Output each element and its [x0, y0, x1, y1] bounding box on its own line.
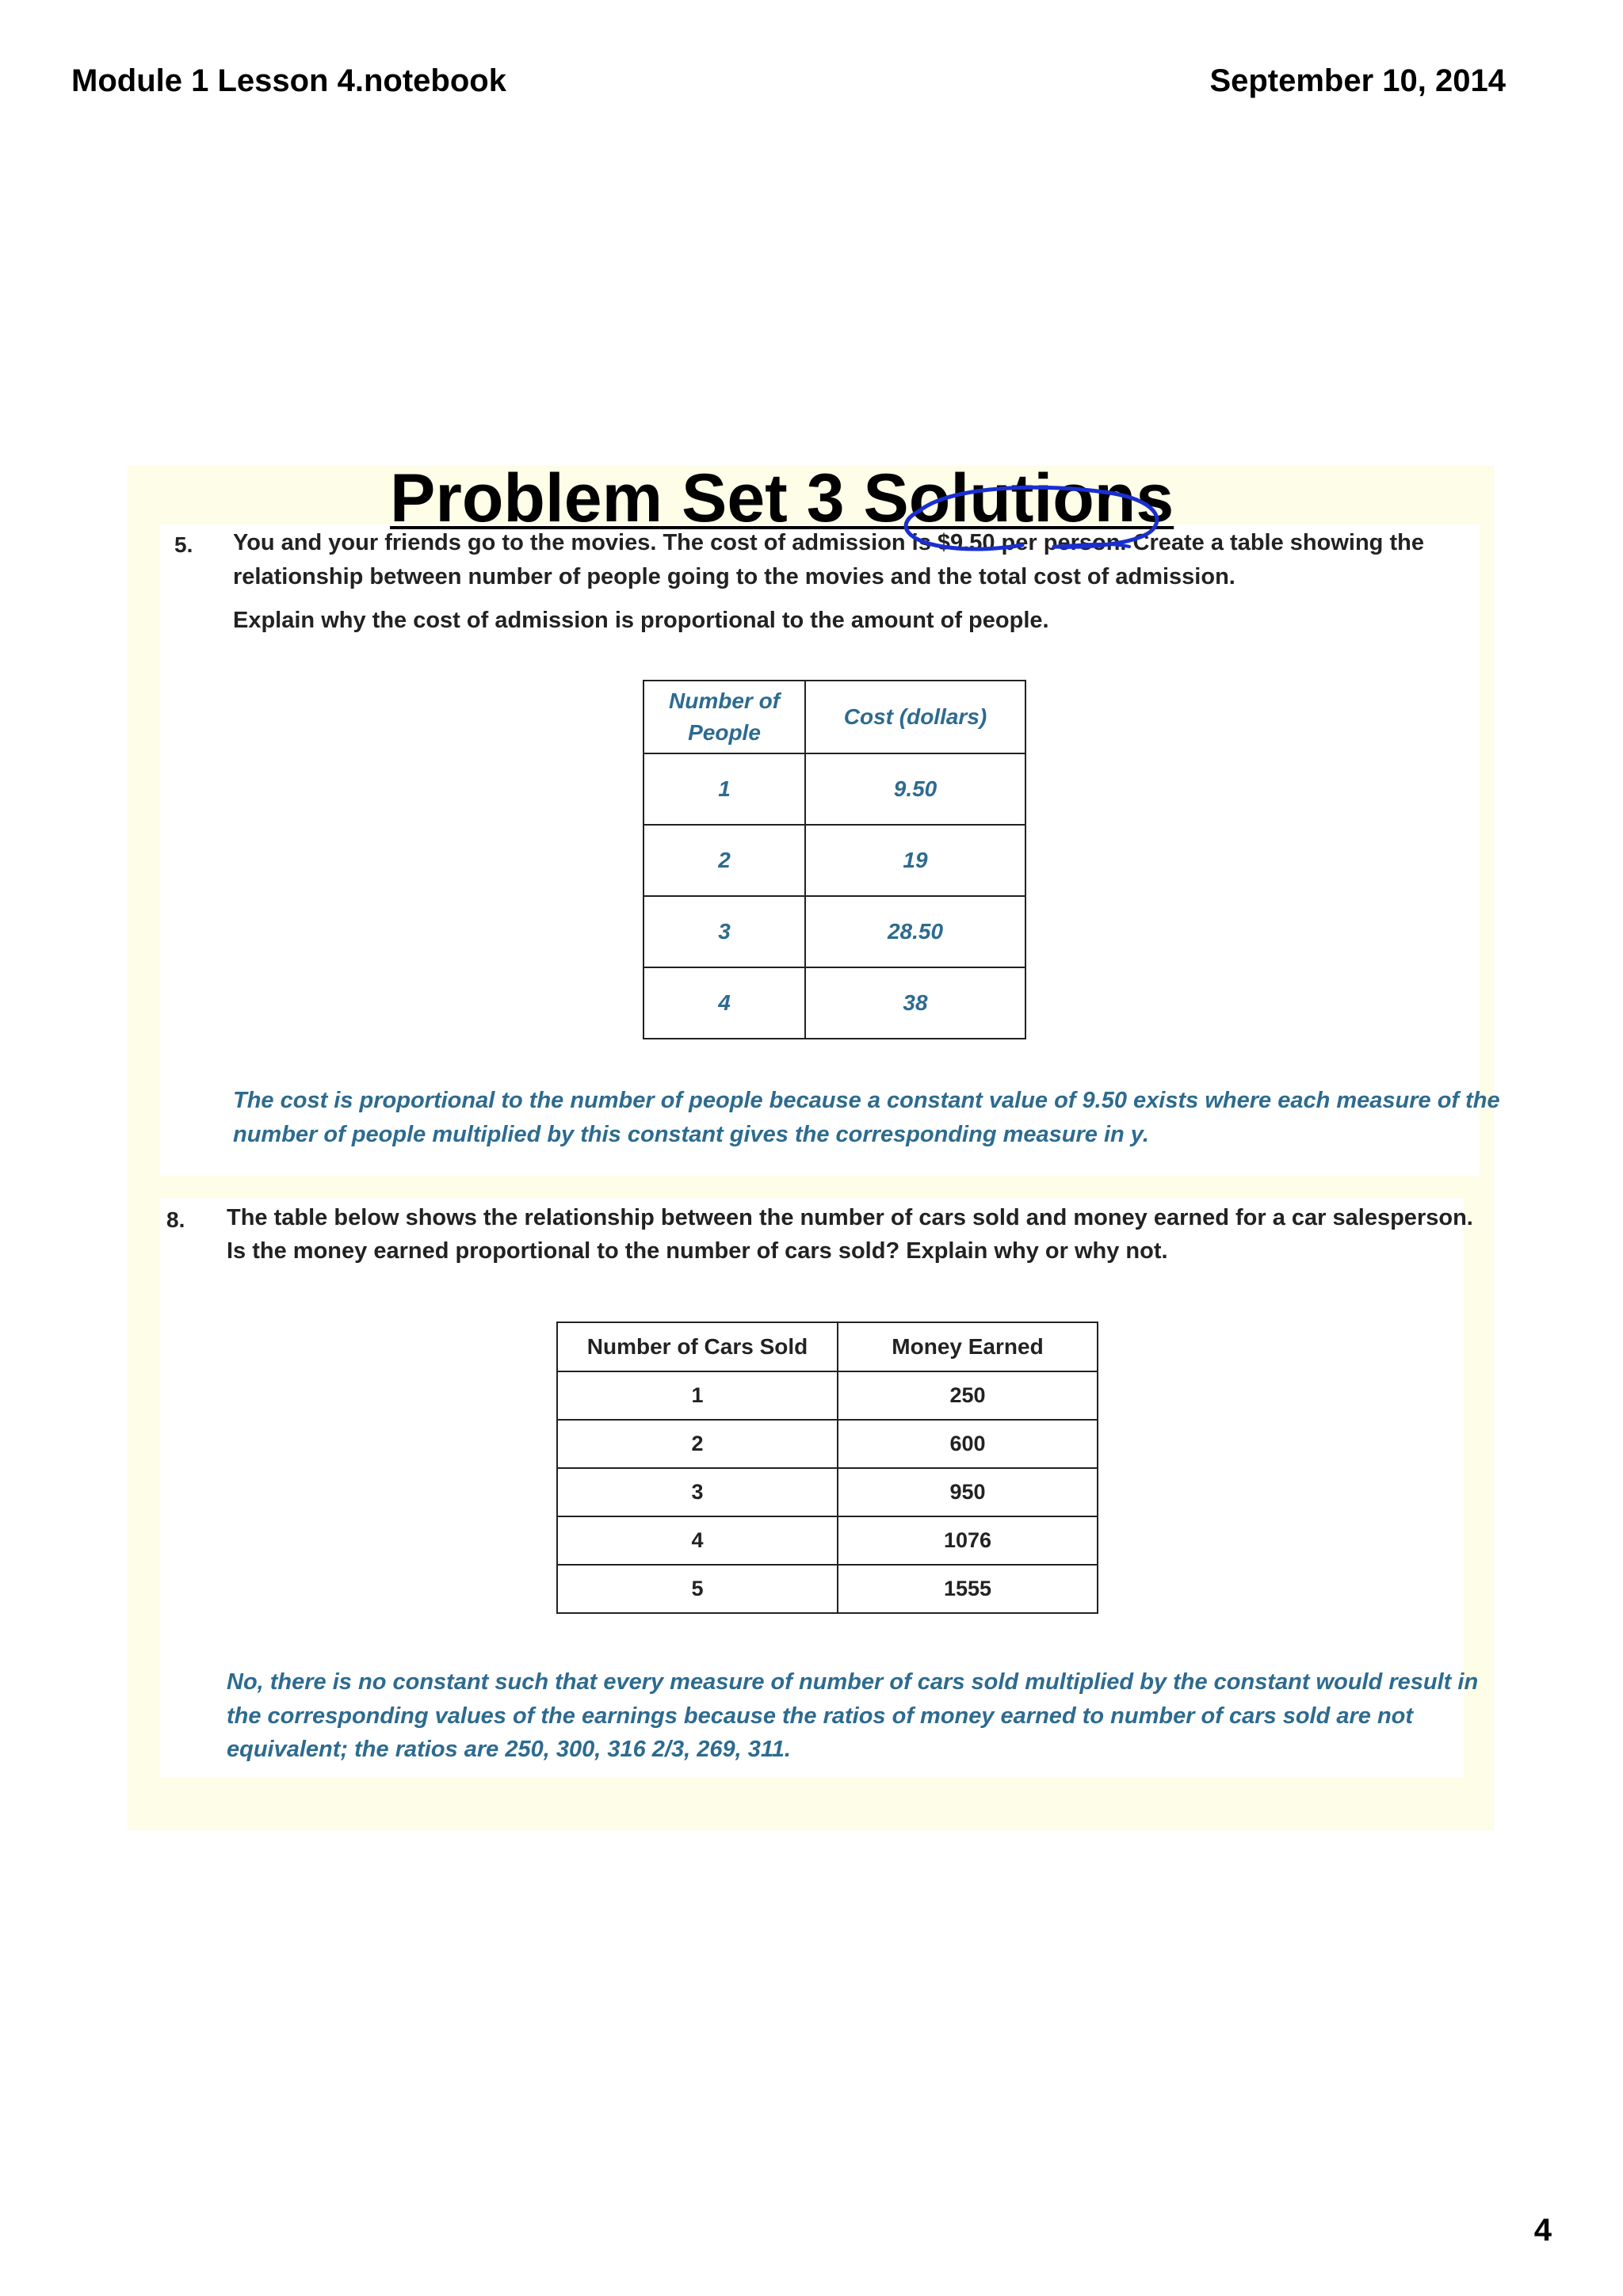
problem-5-line-2: relationship between number of people going to the movies and the total cost of admission.	[233, 564, 1235, 589]
table-cell: 38	[805, 967, 1025, 1039]
people-cost-table	[643, 680, 1026, 1039]
table-cell: 1	[557, 1371, 838, 1420]
slide-title: Problem Set 3 Solutions	[390, 460, 1174, 536]
problem-8-answer-line-2: the corresponding values of the earnings because the ratios of money earned to number of cars sold are not	[227, 1703, 1414, 1729]
table-cell: 5	[557, 1565, 838, 1613]
table-row	[643, 825, 1025, 896]
table-cell: 600	[838, 1420, 1098, 1468]
problem-5-line-1: You and your friends go to the movies. The cost of admission is $9.50 per person. Create a table showing the	[233, 530, 1424, 555]
problem-5-number: 5.	[174, 532, 193, 557]
problem-8-answer-line-1: No, there is no constant such that every measure of number of cars sold multiplied by the constant would result in	[227, 1669, 1479, 1695]
column-header-people	[643, 681, 805, 753]
table-row	[643, 753, 1025, 825]
column-header-money: Money Earned	[838, 1322, 1098, 1371]
table-row	[557, 1420, 1098, 1468]
page-number: 4	[1533, 2213, 1552, 2248]
table-cell: 1	[643, 753, 805, 825]
table-header-row	[557, 1322, 1098, 1371]
problem-8-number: 8.	[166, 1207, 185, 1232]
table-cell: 4	[557, 1516, 838, 1565]
table-row	[557, 1468, 1098, 1516]
table-cell: 3	[557, 1468, 838, 1516]
table-cell: 1555	[838, 1565, 1098, 1613]
problem-5-answer-line-2: number of people multiplied by this constant gives the corresponding measure in y.	[233, 1122, 1149, 1147]
table-cell: 950	[838, 1468, 1098, 1516]
table-cell: 250	[838, 1371, 1098, 1420]
problem-5-line-3: Explain why the cost of admission is proportional to the amount of people.	[233, 608, 1049, 633]
table-row	[557, 1516, 1098, 1565]
table-row	[643, 896, 1025, 967]
table-cell: 2	[557, 1420, 838, 1468]
table-cell: 1076	[838, 1516, 1098, 1565]
table-row	[643, 967, 1025, 1039]
table-cell: 9.50	[805, 753, 1025, 825]
table-cell: 3	[643, 896, 805, 967]
problem-8-line-2: Is the money earned proportional to the number of cars sold? Explain why or why not.	[227, 1238, 1168, 1264]
notebook-title: Module 1 Lesson 4.notebook	[71, 63, 506, 98]
table-row	[557, 1371, 1098, 1420]
table-cell: 4	[643, 967, 805, 1039]
table-cell: 2	[643, 825, 805, 896]
problem-5-answer-line-1: The cost is proportional to the number of people because a constant value of 9.50 exists where each measure of the	[233, 1088, 1500, 1113]
table-header-row	[643, 681, 1025, 753]
notebook-date: September 10, 2014	[1209, 63, 1506, 98]
problem-8-line-1: The table below shows the relationship between the number of cars sold and money earned for a car salesperson.	[227, 1205, 1473, 1230]
cars-money-table	[556, 1322, 1098, 1614]
problem-8-answer-line-3: equivalent; the ratios are 250, 300, 316 2/3, 269, 311.	[227, 1737, 791, 1762]
table-cell: 28.50	[805, 896, 1025, 967]
column-header-cars: Number of Cars Sold	[557, 1322, 838, 1371]
table-row	[557, 1565, 1098, 1613]
column-header-cost: Cost (dollars)	[805, 681, 1025, 753]
column-header-people-text: Number of People	[669, 688, 780, 745]
table-cell: 19	[805, 825, 1025, 896]
